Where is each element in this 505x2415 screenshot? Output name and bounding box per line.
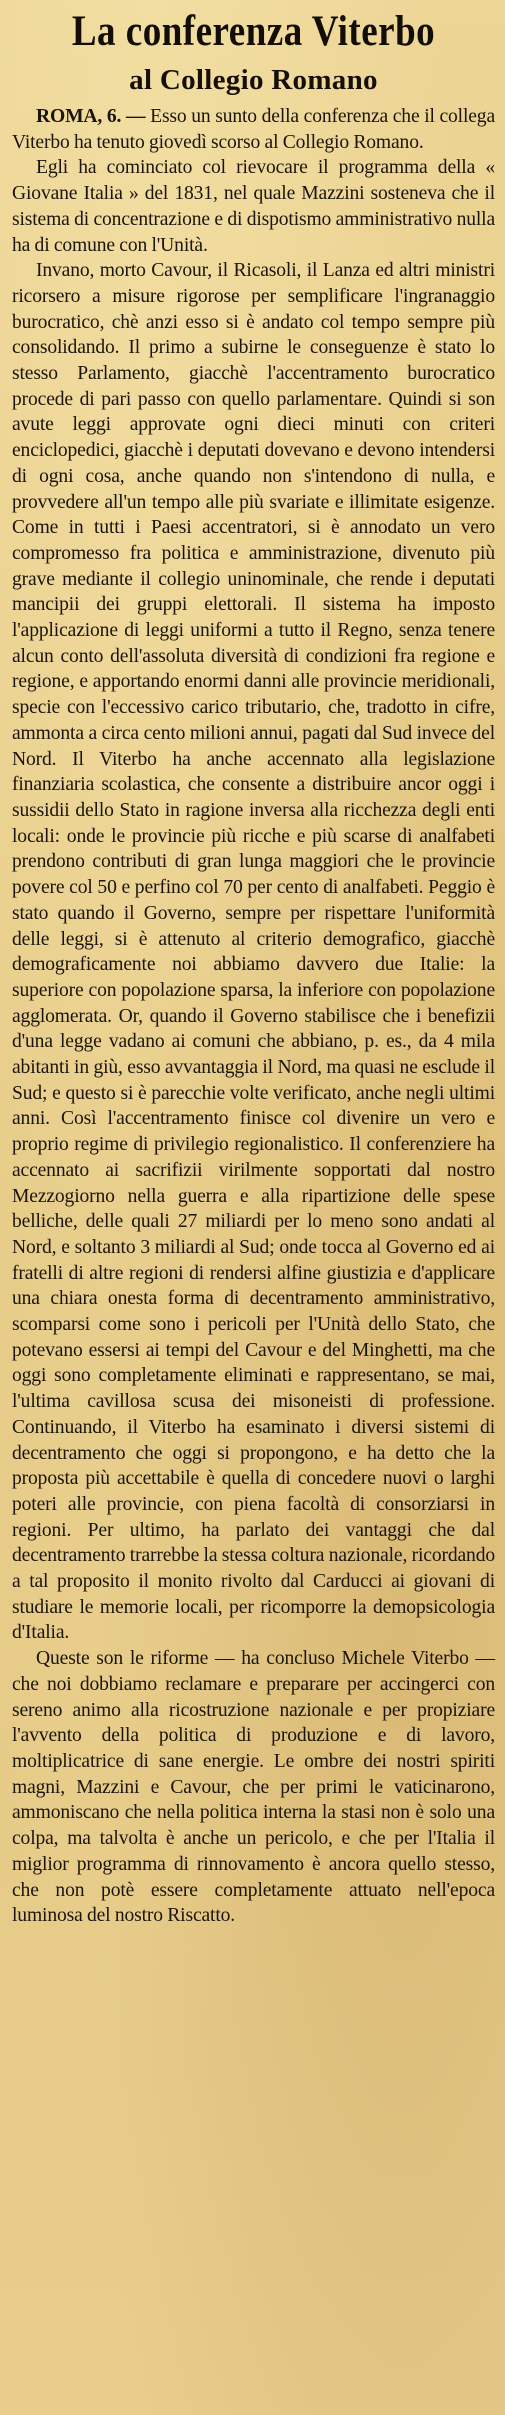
article-subheadline: al Collegio Romano [129, 64, 378, 96]
article-dateline: ROMA, 6. — [36, 106, 146, 127]
article-paragraph: Invano, morto Cavour, il Ricasoli, il Lanza ed altri ministri ricorsero a misure rigorose per semplificare l'ingranaggio burocratico, chè anzi esso si è andato col tempo sempre più consolidando. Il primo a subirne le conseguenze è stato lo stesso Parlamento, giacchè l'accentramento burocratico procede di pari passo con quello parlamentare. Quindi si son avute leggi approvate ogni dieci minuti con criteri enciclopedici, giacchè i deputati dovevano e devono intendersi di ogni cosa, anche quando non s'intendono di nulla, e provvedere all'un tempo alle più svariate e illimitate esigenze. Come in tutti i Paesi accentratori, si è annodato un vero compromesso fra politica e amministrazione, divenuto più grave mediante il collegio uninominale, che rende i deputati mancipii dei gruppi elettorali. Il sistema ha imposto l'applicazione di leggi uniformi a tutto il Regno, senza tenere alcun conto dell'assoluta diversità di condizioni fra regione e regione, e apportando enormi danni alle provincie meridionali, specie con l'eccessivo carico tributario, che, tradotto in cifre, ammonta a circa cento milioni annui, pagati dal Sud invece del Nord. Il Viterbo ha anche accennato alla legislazione finanziaria scolastica, che consente a distribuire ancor oggi i sussidii dello Stato in ragione inversa alla ricchezza degli enti locali: onde le provincie più ricche e più scarse di analfabeti prendono contributi di gran lunga maggiori che le provincie povere col 50 e perfino col 70 per cento di analfabeti. Peggio è stato quando il Governo, sempre per rispettare l'uniformità delle leggi, si è attenuto al criterio demografico, giacchè demograficamente noi abbiamo davvero due Italie: la superiore con popolazione sparsa, la inferiore con popolazione agglomerata. Or, quando il Governo stabilisce che i benefizii d'una legge vadano ai comuni che abbiano, p. es., da 4 mila abitanti in giù, esso avvantaggia il Nord, ma quasi ne esclude il Sud; e questo si è parecchie volte verificato, anche negli ultimi anni. Così l'accentramento finisce col divenire un vero e proprio regime di privilegio regionalistico. Il conferenziere ha accennato ai sacrifizii virilmente sopportati dal nostro Mezzogiorno nella guerra e alla ripartizione delle spese belliche, delle quali 27 miliardi per lo meno sono andati al Nord, e soltanto 3 miliardi al Sud; onde tocca al Governo ed ai fratelli di altre regioni di rendersi alfine giustizia e d'applicare una chiara onesta forma di decentramento amministrativo, scomparsi come sono i pericoli per l'Unità dello Stato, che potevano essersi ai tempi del Cavour e del Minghetti, ma che oggi sono completamente eliminati e rappresentano, se mai, l'ultima cavillosa scusa dei misoneisti di professione. Continuando, il Viterbo ha esaminato i diversi sistemi di decentramento che oggi si propongono, e ha detto che la proposta più accettabile è quella di concedere nuovi o larghi poteri alle provincie, con piena facoltà di consorziarsi in regioni. Per ultimo, ha parlato dei vantaggi che dal decentramento trarrebbe la stessa coltura nazionale, ricordando a tal proposito il monito rivolto dal Carducci ai giovani di studiare le memorie locali, per ricomporre la demopsicologia d'Italia. [12, 260, 495, 1644]
article-paragraph [12, 104, 495, 155]
article-paragraph: Egli ha cominciato col rievocare il programma della « Giovane Italia » del 1831, nel quale Mazzini sosteneva che il sistema di concentrazione e di dispotismo amministrativo nulla ha di comune con l'Unità. [12, 157, 495, 256]
article-body [12, 104, 495, 1929]
article-paragraph: Queste son le riforme — ha concluso Michele Viterbo — che noi dobbiamo reclamare e preparare per accingerci con sereno animo alla ricostruzione nazionale e per propiziare l'avvento della politica di produzione e di lavoro, moltiplicatrice di sane energie. Le ombre dei nostri spiriti magni, Mazzini e Cavour, che per primi le vaticinarono, ammoniscano che nella politica interna la stasi non è solo una colpa, ma talvolta è anche un pericolo, e che per l'Italia il miglior programma di rinnovamento è ancora quello stesso, che non potè essere completamente attuato nell'epoca luminosa del nostro Riscatto. [12, 1648, 495, 1927]
article-paragraph-text: Esso un sunto della conferenza che il collega Viterbo ha tenuto giovedì scorso al Collegio Romano. [12, 106, 496, 153]
article-headline: La conferenza Viterbo [71, 7, 436, 56]
